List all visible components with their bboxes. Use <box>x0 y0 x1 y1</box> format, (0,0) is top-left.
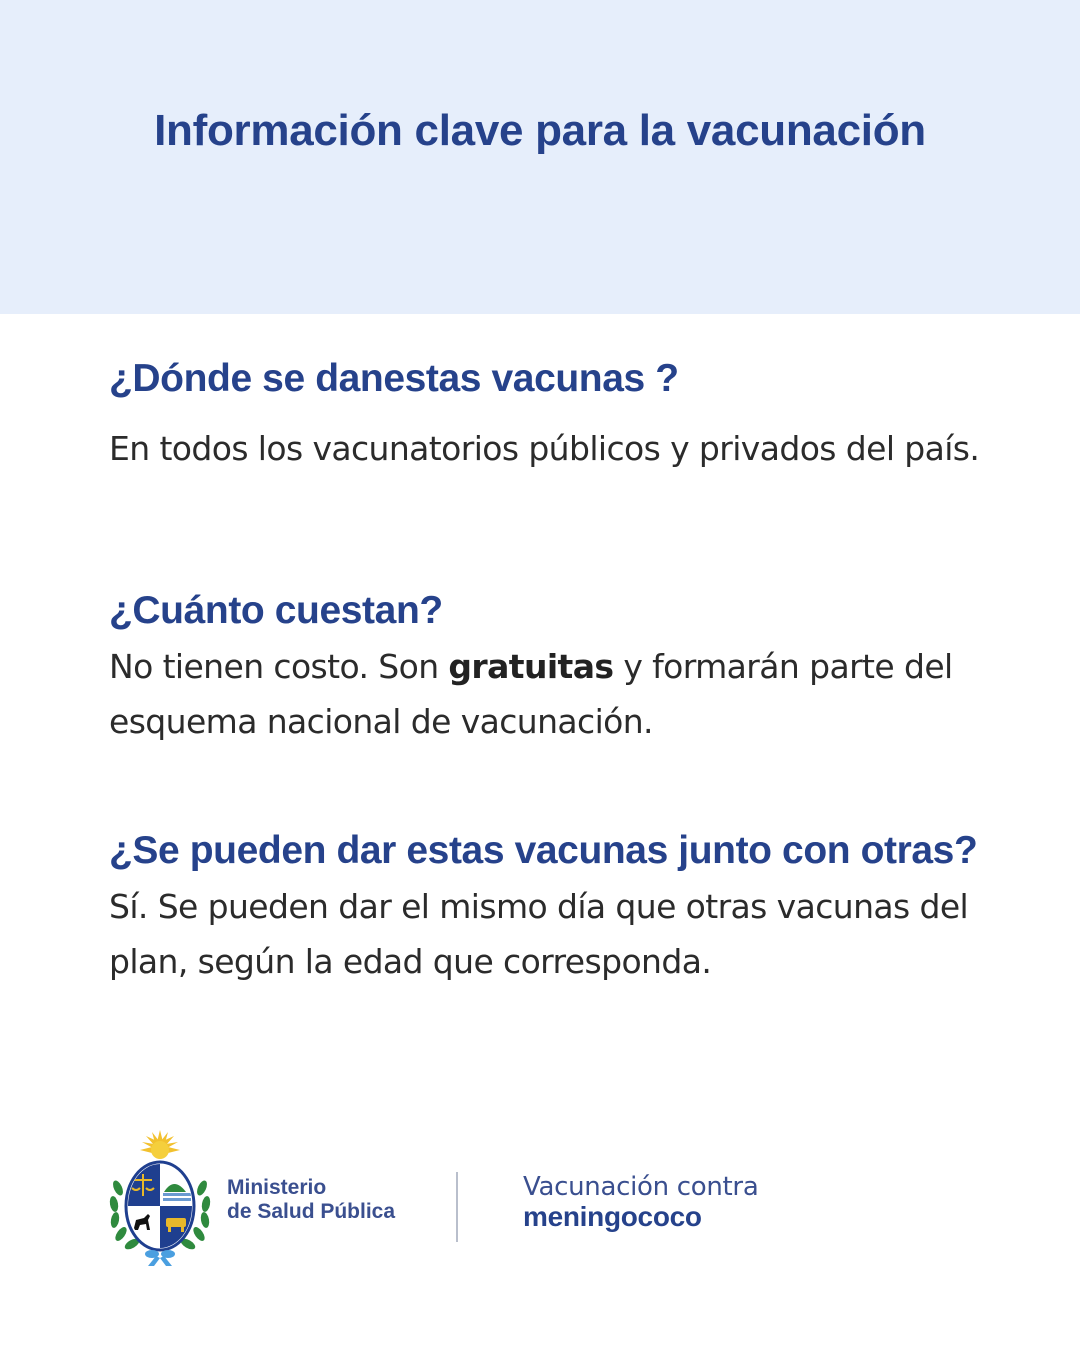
ministry-line-2: de Salud Pública <box>227 1200 396 1223</box>
answer-text: No tienen costo. Son <box>109 647 449 686</box>
faq-section-cost <box>109 583 989 749</box>
campaign-line-2: meningococo <box>523 1201 702 1232</box>
ministry-line-1: Ministerio <box>227 1176 327 1199</box>
faq-answer <box>109 639 989 749</box>
campaign-name <box>523 1172 758 1232</box>
faq-section-coadministration <box>109 823 989 989</box>
answer-text: y formarán parte del esquema nacional de vacunación. <box>109 647 953 741</box>
faq-question: ¿Se pueden dar estas vacunas junto con otras? <box>109 829 978 872</box>
faq-question: ¿Dónde se danestas vacunas ? <box>109 357 679 400</box>
faq-answer: En todos los vacunatorios públicos y privados del país. <box>109 429 980 468</box>
footer <box>108 1130 908 1270</box>
faq-answer: Sí. Se pueden dar el mismo día que otras vacunas del plan, según la edad que corresponda. <box>109 887 969 981</box>
faq-question: ¿Cuánto cuestan? <box>109 589 443 632</box>
page-title: Información clave para la vacunación <box>154 106 926 155</box>
answer-emphasis: gratuitas <box>448 647 614 686</box>
footer-divider <box>456 1172 458 1242</box>
ministry-name <box>227 1176 395 1224</box>
campaign-line-1: Vacunación contra <box>523 1172 759 1202</box>
uruguay-coat-of-arms-icon <box>108 1130 212 1266</box>
header-banner <box>0 0 1080 314</box>
faq-section-where <box>109 351 989 476</box>
